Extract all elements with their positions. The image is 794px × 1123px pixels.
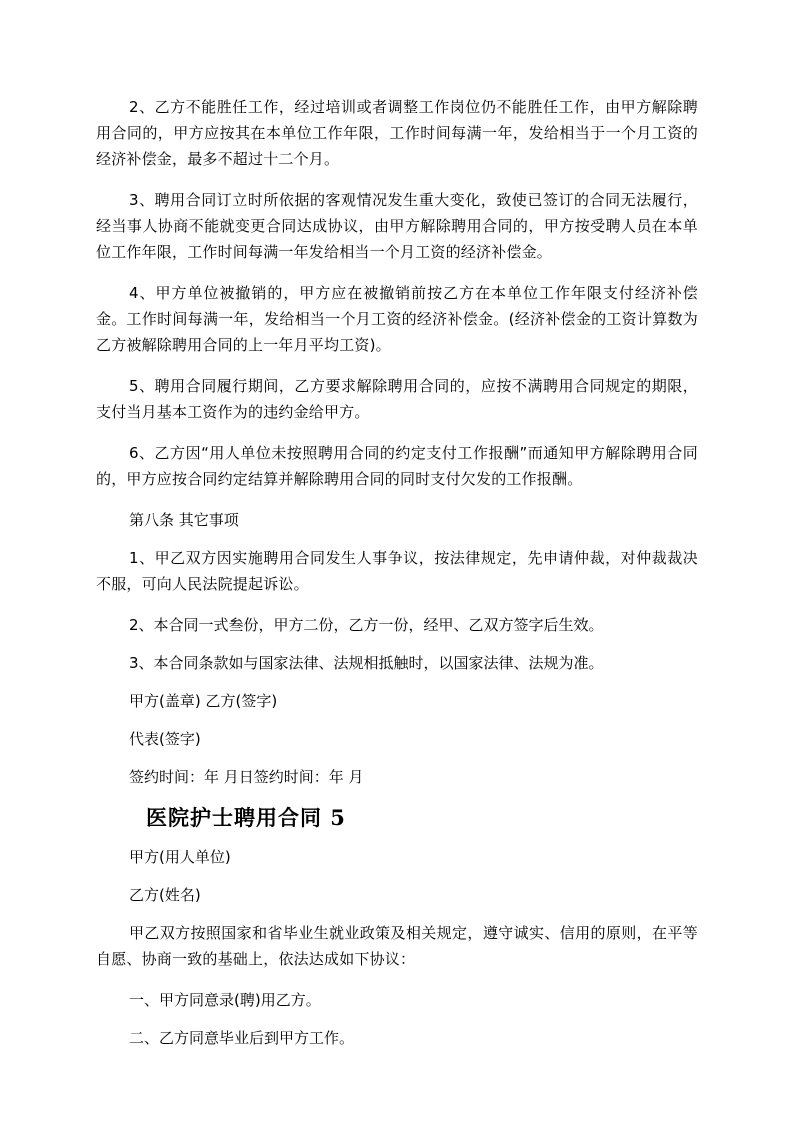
paragraph-termination-3: 3、聘用合同订立时所依据的客观情况发生重大变化，致使已签订的合同无法履行，经当事人协商不能就变更合同达成协议，由甲方解除聘用合同的，甲方按受聘人员在本单位工作年限，工作时间每满一年发给相当一个月工资的经济补偿金。 (96, 191, 698, 261)
document-page (96, 94, 698, 1063)
paragraph-other-2: 2、本合同一式叁份，甲方二份，乙方一份，经甲、乙双方签字后生效。 (129, 616, 604, 634)
clause-1: 一、甲方同意录(聘)用乙方。 (129, 991, 321, 1009)
paragraph-other-3: 3、本合同条款如与国家法律、法规相抵触时，以国家法律、法规为准。 (129, 654, 604, 672)
clause-2: 二、乙方同意毕业后到甲方工作。 (129, 1029, 355, 1047)
article-8-title: 第八条 其它事项 (129, 511, 239, 529)
party-a-label: 甲方(用人单位) (129, 848, 231, 866)
intro-paragraph: 甲乙双方按照国家和省毕业生就业政策及相关规定，遵守诚实、信用的原则，在平等自愿、协商一致的基础上，依法达成如下协议： (96, 924, 698, 968)
signature-time: 签约时间：年 月日签约时间：年 月 (129, 768, 364, 786)
section-heading: 医院护士聘用合同 5 (146, 805, 346, 830)
signature-representative: 代表(签字) (129, 730, 201, 748)
party-b-label: 乙方(姓名) (129, 886, 201, 904)
paragraph-termination-2: 2、乙方不能胜任工作，经过培训或者调整工作岗位仍不能胜任工作，由甲方解除聘用合同的，甲方应按其在本单位工作年限，工作时间每满一年，发给相当于一个月工资的经济补偿金，最多不超过十二个月。 (96, 98, 698, 168)
signature-parties: 甲方(盖章) 乙方(签字) (129, 692, 278, 710)
paragraph-termination-6: 6、乙方因“用人单位未按照聘用合同的约定支付工作报酬”而通知甲方解除聘用合同的，甲方应按合同约定结算并解除聘用合同的同时支付欠发的工作报酬。 (96, 444, 698, 488)
paragraph-termination-5: 5、聘用合同履行期间，乙方要求解除聘用合同的，应按不满聘用合同规定的期限，支付当月基本工资作为的违约金给甲方。 (96, 377, 698, 421)
paragraph-termination-4: 4、甲方单位被撤销的，甲方应在被撤销前按乙方在本单位工作年限支付经济补偿金。工作时间每满一年，发给相当一个月工资的经济补偿金。(经济补偿金的工资计算数为乙方被解除聘用合同的上一年月平均工资)。 (96, 284, 698, 354)
paragraph-other-1: 1、甲乙双方因实施聘用合同发生人事争议，按法律规定，先申请仲裁，对仲裁裁决不服，可向人民法院提起诉讼。 (96, 549, 698, 593)
